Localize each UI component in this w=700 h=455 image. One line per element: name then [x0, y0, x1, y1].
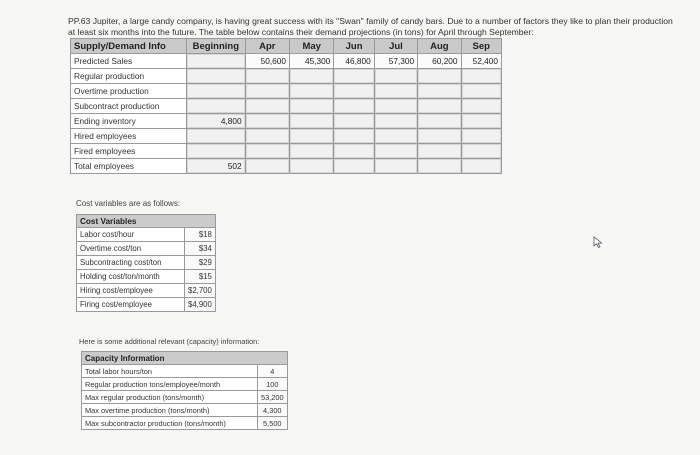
input-cell[interactable] [334, 159, 374, 174]
input-cell[interactable] [290, 84, 334, 99]
table-row [77, 228, 216, 242]
cost-label: Hiring cost/employee [77, 284, 185, 298]
sales-value-cell: 46,800 [334, 54, 374, 69]
input-cell[interactable] [461, 114, 501, 129]
input-cell[interactable] [374, 129, 417, 144]
input-cell[interactable] [290, 144, 334, 159]
input-cell[interactable] [418, 129, 461, 144]
sales-value-cell: 60,200 [418, 54, 461, 69]
table-header-row [71, 39, 502, 54]
capacity-value: 53,200 [258, 391, 288, 404]
input-cell[interactable] [418, 99, 461, 114]
cost-value: $29 [185, 256, 216, 270]
input-cell[interactable] [418, 159, 461, 174]
table-row [77, 256, 216, 270]
input-cell[interactable] [245, 99, 289, 114]
sales-value-cell: 50,600 [245, 54, 289, 69]
problem-statement: PP.63 Jupiter, a large candy company, is having great success with its "Swan" family of candy bars. Due to a number of factors they like to plan their production at least six months into the future. The table below contains their demand projections (in tons) for April through September: [68, 16, 673, 37]
supply-demand-table [70, 38, 502, 174]
beginning-cell[interactable] [187, 144, 246, 159]
input-cell[interactable] [334, 99, 374, 114]
input-cell[interactable] [245, 114, 289, 129]
table-row [71, 69, 502, 84]
capacity-value: 100 [258, 378, 288, 391]
column-header: Beginning [187, 39, 246, 54]
input-cell[interactable] [461, 159, 501, 174]
input-cell[interactable] [245, 159, 289, 174]
table-row [77, 270, 216, 284]
table-row [82, 391, 288, 404]
table-row [71, 114, 502, 129]
column-header: Sep [461, 39, 501, 54]
input-cell[interactable] [245, 129, 289, 144]
input-cell[interactable] [461, 84, 501, 99]
input-cell[interactable] [461, 144, 501, 159]
input-cell[interactable] [290, 129, 334, 144]
input-cell[interactable] [418, 114, 461, 129]
capacity-table [81, 351, 288, 430]
input-cell[interactable] [374, 144, 417, 159]
input-cell[interactable] [245, 144, 289, 159]
input-cell[interactable] [461, 99, 501, 114]
table-row [71, 159, 502, 174]
capacity-label: Max subcontractor production (tons/month) [82, 417, 258, 430]
table-row [82, 365, 288, 378]
column-header: Jul [374, 39, 417, 54]
input-cell[interactable] [334, 114, 374, 129]
input-cell[interactable] [374, 69, 417, 84]
capacity-label: Max overtime production (tons/month) [82, 404, 258, 417]
row-label: Hired employees [71, 129, 187, 144]
row-label: Fired employees [71, 144, 187, 159]
column-header: Apr [245, 39, 289, 54]
column-header: Aug [418, 39, 461, 54]
beginning-cell[interactable]: 502 [187, 159, 246, 174]
cost-label: Holding cost/ton/month [77, 270, 185, 284]
capacity-label: Max regular production (tons/month) [82, 391, 258, 404]
input-cell[interactable] [334, 129, 374, 144]
cost-value: $15 [185, 270, 216, 284]
input-cell[interactable] [374, 159, 417, 174]
capacity-caption: Here is some additional relevant (capacity) information: [79, 337, 260, 346]
beginning-cell[interactable] [187, 99, 246, 114]
sales-value-cell: 45,300 [290, 54, 334, 69]
table-row [77, 284, 216, 298]
beginning-cell[interactable]: 4,800 [187, 114, 246, 129]
table-row [71, 144, 502, 159]
input-cell[interactable] [334, 144, 374, 159]
input-cell[interactable] [418, 69, 461, 84]
cost-label: Firing cost/employee [77, 298, 185, 312]
input-cell[interactable] [334, 69, 374, 84]
capacity-value: 5,500 [258, 417, 288, 430]
mouse-pointer-icon [592, 236, 604, 248]
input-cell[interactable] [290, 69, 334, 84]
sales-value-cell: 52,400 [461, 54, 501, 69]
row-label: Total employees [71, 159, 187, 174]
cost-label: Subcontracting cost/ton [77, 256, 185, 270]
table-row [71, 54, 502, 69]
input-cell[interactable] [374, 99, 417, 114]
cost-variables-table [76, 214, 216, 312]
input-cell[interactable] [290, 159, 334, 174]
input-cell[interactable] [418, 144, 461, 159]
table-row [77, 298, 216, 312]
cost-value: $34 [185, 242, 216, 256]
table-row [77, 242, 216, 256]
table-row [82, 417, 288, 430]
input-cell[interactable] [461, 69, 501, 84]
cost-label: Labor cost/hour [77, 228, 185, 242]
cost-label: Overtime cost/ton [77, 242, 185, 256]
column-header: May [290, 39, 334, 54]
cost-value: $4,900 [185, 298, 216, 312]
row-label: Predicted Sales [71, 54, 187, 69]
input-cell[interactable] [418, 84, 461, 99]
capacity-label: Regular production tons/employee/month [82, 378, 258, 391]
row-label: Overtime production [71, 84, 187, 99]
column-header: Supply/Demand Info [71, 39, 187, 54]
cost-variables-caption: Cost variables are as follows: [76, 199, 181, 208]
capacity-header: Capacity Information [82, 352, 288, 365]
capacity-value: 4 [258, 365, 288, 378]
beginning-cell[interactable] [187, 129, 246, 144]
sales-value-cell: 57,300 [374, 54, 417, 69]
table-row [82, 378, 288, 391]
input-cell[interactable] [461, 129, 501, 144]
row-label: Subcontract production [71, 99, 187, 114]
input-cell[interactable] [374, 114, 417, 129]
beginning-cell[interactable] [187, 54, 246, 69]
input-cell[interactable] [245, 69, 289, 84]
input-cell[interactable] [290, 114, 334, 129]
row-label: Ending inventory [71, 114, 187, 129]
input-cell[interactable] [245, 84, 289, 99]
capacity-label: Total labor hours/ton [82, 365, 258, 378]
beginning-cell[interactable] [187, 69, 246, 84]
table-row [71, 129, 502, 144]
row-label: Regular production [71, 69, 187, 84]
input-cell[interactable] [334, 84, 374, 99]
column-header: Jun [334, 39, 374, 54]
cost-value: $18 [185, 228, 216, 242]
cost-variables-header: Cost Variables [77, 215, 216, 228]
input-cell[interactable] [290, 99, 334, 114]
beginning-cell[interactable] [187, 84, 246, 99]
capacity-value: 4,300 [258, 404, 288, 417]
table-row [71, 99, 502, 114]
table-row [82, 404, 288, 417]
cost-value: $2,700 [185, 284, 216, 298]
input-cell[interactable] [374, 84, 417, 99]
table-row [71, 84, 502, 99]
